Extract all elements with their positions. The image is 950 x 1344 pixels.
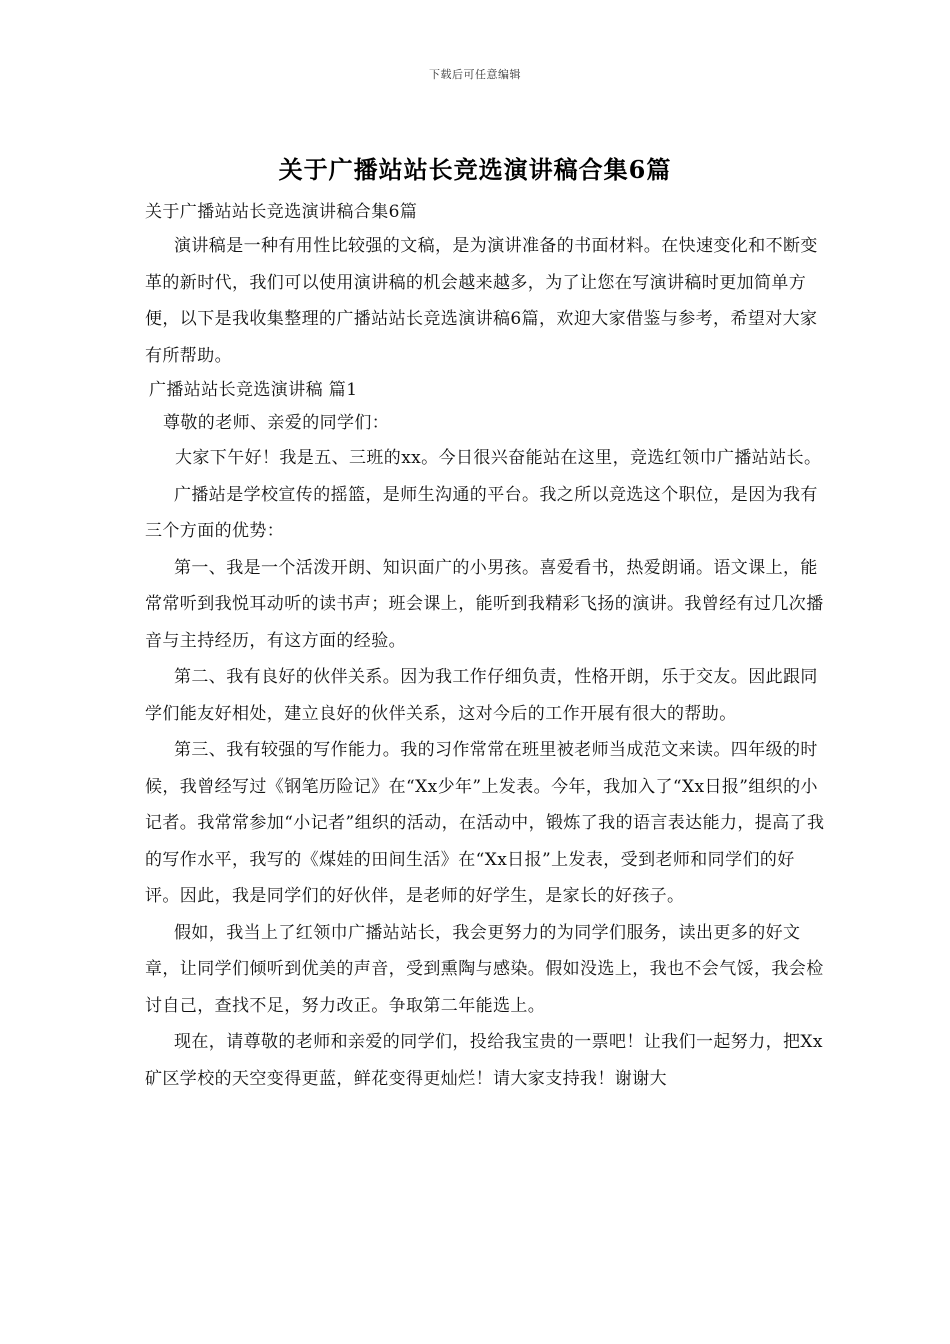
header-note: 下载后可任意编辑	[429, 68, 521, 81]
salutation-paragraph: 尊敬的老师、亲爱的同学们：	[163, 413, 390, 433]
document-title: 关于广播站站长竞选演讲稿合集6篇	[278, 155, 672, 184]
body-paragraph: 现在，请尊敬的老师和亲爱的同学们，投给我宝贵的一票吧！让我们一起努力，把Xx矿区学校的天空变得更蓝，鲜花变得更灿烂！请大家支持我！谢谢大	[145, 1032, 823, 1089]
intro-paragraph: 演讲稿是一种有用性比较强的文稿，是为演讲准备的书面材料。在快速变化和不断变革的新时代，我们可以使用演讲稿的机会越来越多，为了让您在写演讲稿时更加简单方便，以下是我收集整理的广播站站长竞选演讲稿6篇，欢迎大家借鉴与参考，希望对大家有所帮助。	[145, 236, 818, 366]
body-paragraph: 假如，我当上了红领巾广播站站长，我会更努力的为同学们服务，读出更多的好文章，让同学们倾听到优美的声音，受到熏陶与感染。假如没选上，我也不会气馁，我会检讨自己，查找不足，努力改正。争取第二年能选上。	[145, 922, 824, 1016]
body-paragraph: 广播站是学校宣传的摇篮，是师生沟通的平台。我之所以竞选这个职位，是因为我有三个方面的优势：	[145, 484, 818, 541]
document-body	[145, 196, 825, 1097]
greeting-paragraph: 大家下午好！我是五、三班的xx。今日很兴奋能站在这里，竞选红领巾广播站站长。	[175, 448, 822, 468]
body-paragraph: 第三、我有较强的写作能力。我的习作常常在班里被老师当成范文来读。四年级的时候，我曾经写过《钢笔历险记》在“Xx少年”上发表。今年，我加入了“Xx日报”组织的小记者。我常常参加“小记者”组织的活动，在活动中，锻炼了我的语言表达能力，提高了我的写作水平，我写的《煤娃的田间生活》在“Xx日报”上发表，受到老师和同学们的好评。因此，我是同学们的好伙伴，是老师的好学生，是家长的好孩子。	[145, 740, 825, 906]
subtitle-paragraph: 关于广播站站长竞选演讲稿合集6篇	[145, 202, 418, 222]
body-paragraph: 第一、我是一个活泼开朗、知识面广的小男孩。喜爱看书，热爱朗诵。语文课上，能常常听到我悦耳动听的读书声；班会课上，能听到我精彩飞扬的演讲。我曾经有过几次播音与主持经历，有这方面的经验。	[145, 557, 824, 651]
section-heading: 广播站站长竞选演讲稿 篇1	[149, 380, 358, 400]
body-paragraph: 第二、我有良好的伙伴关系。因为我工作仔细负责，性格开朗，乐于交友。因此跟同学们能友好相处，建立良好的伙伴关系，这对今后的工作开展有很大的帮助。	[145, 667, 818, 724]
